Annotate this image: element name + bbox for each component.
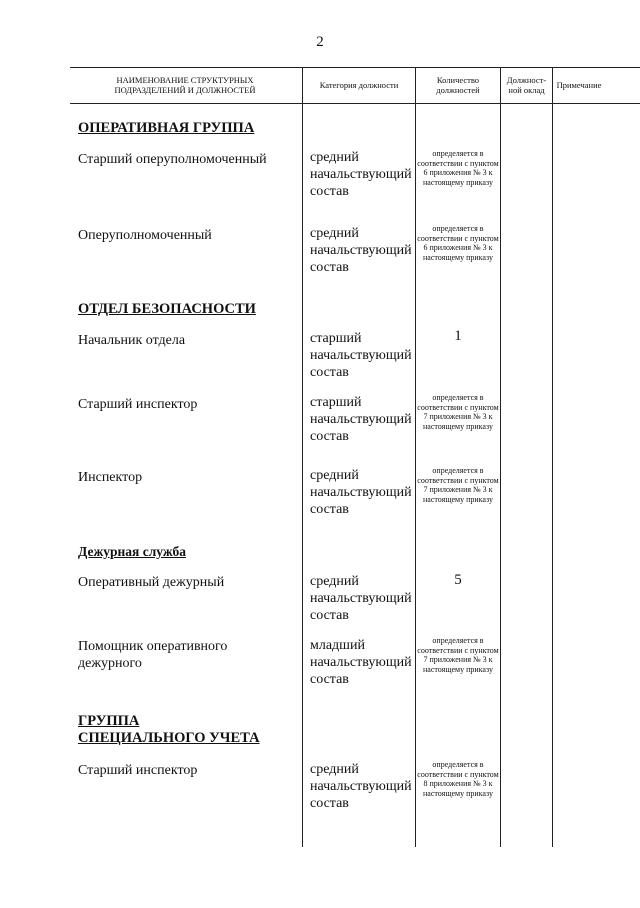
position-category: средний начальствующий состав bbox=[310, 468, 412, 517]
header-salary: Должност-ной оклад bbox=[506, 75, 547, 95]
header-bottom-border bbox=[70, 103, 640, 104]
position-name: Старший оперуполномоченный bbox=[78, 152, 267, 167]
position-count: определяется в соответствии с пунктом 7 приложения № 3 к настоящему приказу bbox=[417, 636, 499, 674]
header-category: Категория должности bbox=[319, 80, 399, 90]
position-count: определяется в соответствии с пунктом 7 приложения № 3 к настоящему приказу bbox=[417, 393, 499, 431]
section-title: ОТДЕЛ БЕЗОПАСНОСТИ bbox=[78, 301, 256, 317]
position-name: Начальник отдела bbox=[78, 333, 186, 348]
position-count: определяется в соответствии с пунктом 6 приложения № 3 к настоящему приказу bbox=[417, 149, 499, 187]
position-category: средний начальствующий состав bbox=[310, 226, 412, 275]
column-divider bbox=[552, 67, 553, 847]
position-name: Инспектор bbox=[78, 470, 143, 485]
header-note: Примечание bbox=[556, 80, 602, 90]
position-category: средний начальствующий состав bbox=[310, 150, 412, 199]
position-count: определяется в соответствии с пунктом 8 приложения № 3 к настоящему приказу bbox=[417, 760, 499, 798]
position-name: Помощник оперативного дежурного bbox=[78, 639, 228, 671]
position-category: средний начальствующий состав bbox=[310, 574, 412, 623]
subsection-title: Дежурная служба bbox=[78, 544, 186, 559]
position-name: Старший инспектор bbox=[78, 397, 198, 412]
position-category: средний начальствующий состав bbox=[310, 762, 412, 811]
column-divider bbox=[500, 67, 501, 847]
header-count: Количество должностей bbox=[436, 75, 480, 95]
section-title-line: СПЕЦИАЛЬНОГО УЧЕТА bbox=[78, 730, 260, 746]
position-name: Оперуполномоченный bbox=[78, 228, 212, 243]
position-count: определяется в соответствии с пунктом 6 приложения № 3 к настоящему приказу bbox=[417, 224, 499, 262]
section-title-line: ГРУППА bbox=[78, 713, 140, 729]
position-category: старший начальствующий состав bbox=[310, 395, 412, 444]
position-name: Старший инспектор bbox=[78, 763, 198, 778]
position-name: Оперативный дежурный bbox=[78, 575, 225, 590]
position-count: определяется в соответствии с пунктом 7 приложения № 3 к настоящему приказу bbox=[417, 466, 499, 504]
position-category: младший начальствующий состав bbox=[310, 638, 412, 687]
column-divider bbox=[302, 67, 303, 847]
header-name: НАИМЕНОВАНИЕ СТРУКТУРНЫХ ПОДРАЗДЕЛЕНИЙ И ДОЛЖНОСТЕЙ bbox=[114, 75, 256, 95]
position-count: 5 bbox=[454, 572, 462, 588]
position-count: 1 bbox=[454, 328, 462, 344]
section-title bbox=[78, 713, 260, 747]
page-number: 2 bbox=[316, 34, 324, 50]
position-category: старший начальствующий состав bbox=[310, 331, 412, 380]
section-title: ОПЕРАТИВНАЯ ГРУППА bbox=[78, 120, 255, 136]
